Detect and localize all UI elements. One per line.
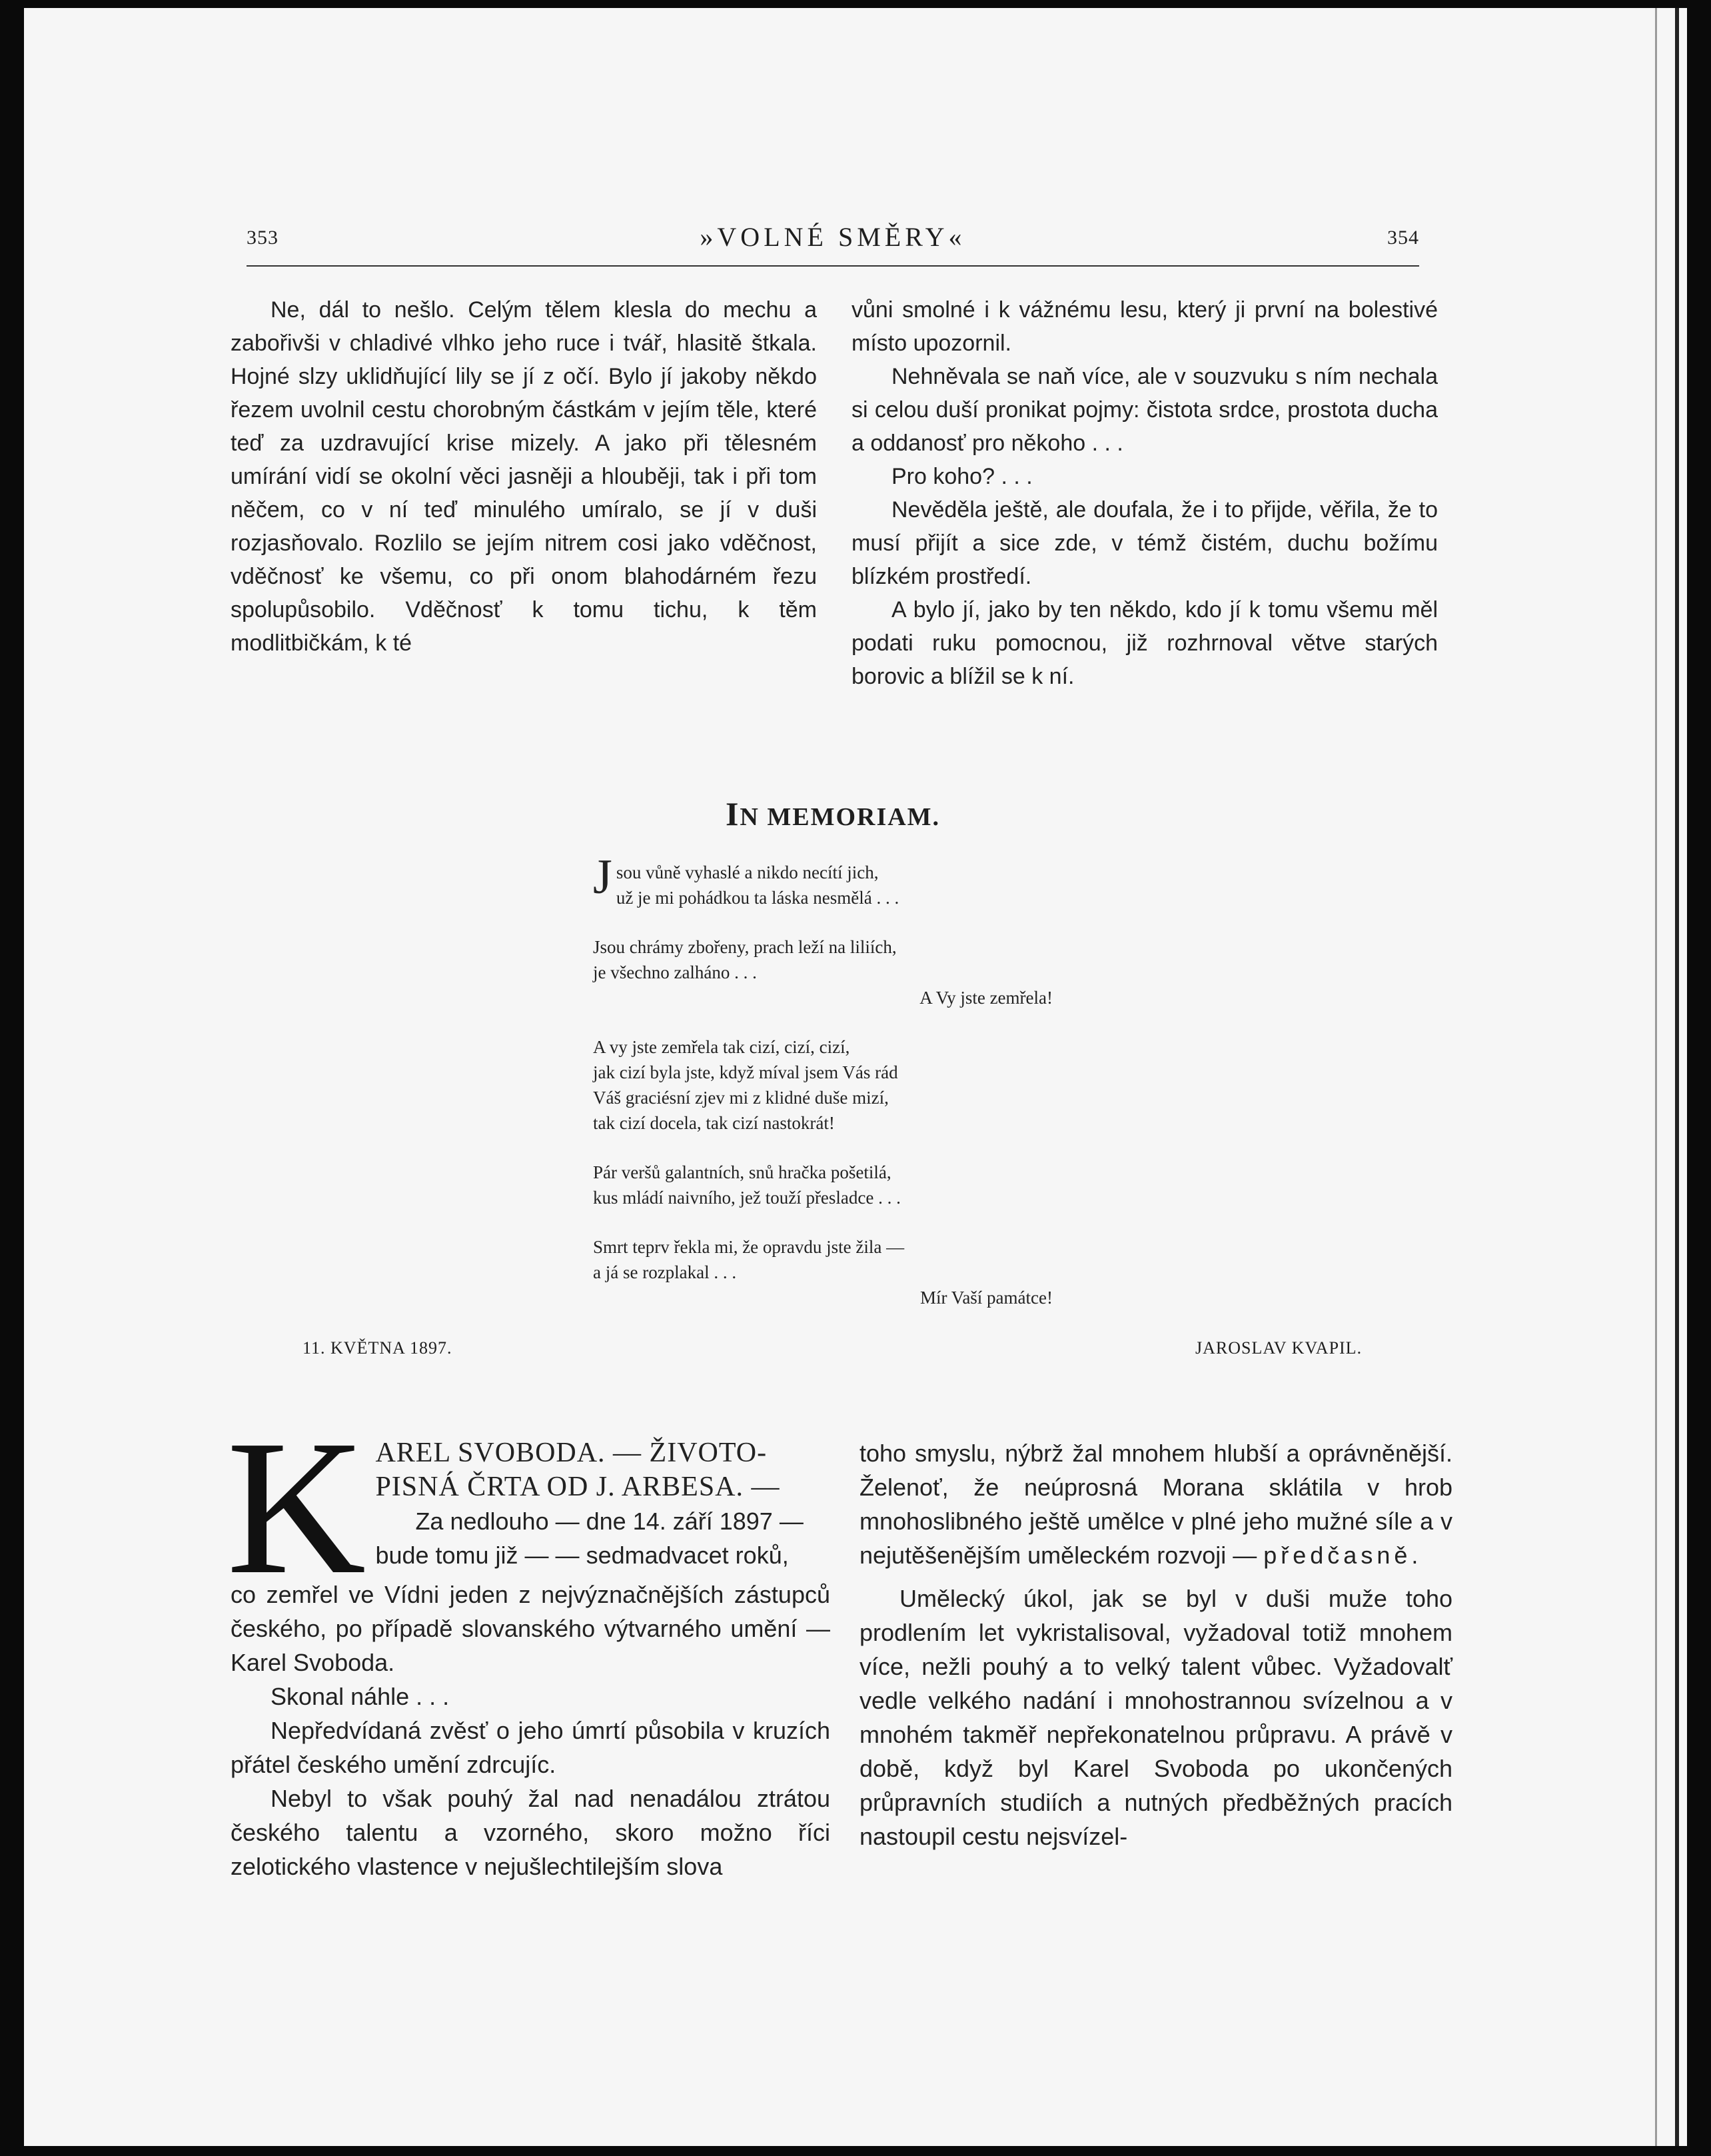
poem-line: Mír Vaší památce! [920, 1288, 1053, 1308]
article-paragraph: Skonal náhle . . . [271, 1683, 450, 1710]
header-rule [247, 265, 1419, 267]
article-column-right [859, 1436, 1452, 1853]
article-emphasis: předčasně. [1263, 1542, 1423, 1569]
story-paragraph: vůni smolné i k vážnému lesu, který ji první na bolestivé místo upozornil. [852, 297, 1438, 356]
article-paragraph: Nepředvídaná zvěsť o jeho úmrtí působila v kruzích přátel českého umění zdrcujíc. [231, 1717, 830, 1778]
article-column-left [227, 1400, 830, 1883]
poem-stanza [593, 850, 1059, 910]
poem-line: jak cizí byla jste, když míval jsem Vás rád [593, 1062, 898, 1082]
story-paragraph: Nehněvala se naň více, ale v souzvuku s ním nechala si celou duší pronikat pojmy: čistota srdce, prostota ducha a oddanosť pro někoho . . . [852, 364, 1438, 456]
poem-stanza [593, 1034, 1059, 1136]
article-drop-initial: K [227, 1400, 366, 1614]
poem-line: Smrt teprv řekla mi, že opravdu jste žila — [593, 1237, 905, 1257]
poem-drop-initial: J [593, 850, 612, 904]
page-number-left: 353 [247, 227, 279, 249]
poem-title-initial: I [725, 795, 740, 832]
poem-line: A Vy jste zemřela! [919, 988, 1053, 1008]
page-edge-shadow [1675, 8, 1679, 2146]
poem-line: sou vůně vyhaslé a nikdo necítí jich, [616, 862, 879, 882]
poem-line: a já se rozplakal . . . [593, 1262, 737, 1282]
poem-stanza [593, 1234, 1059, 1310]
poem-line: tak cizí docela, tak cizí nastokrát! [593, 1113, 835, 1133]
article-line: Za nedlouho — dne 14. září 1897 — [415, 1508, 804, 1535]
article-paragraph [859, 1436, 1452, 1572]
poem-body [593, 850, 1059, 1334]
poem-stanza [593, 1160, 1059, 1210]
article-text: toho smyslu, nýbrž žal mnohem hlubší a oprávněnější. Želenoť, že neúprosná Morana sklátila v hrob mnohoslibného ještě umělce v plné jeho mužné síle a v nejutěšenějším uměleckém rozvoji — [859, 1440, 1452, 1569]
poem-title [600, 794, 1066, 833]
article-line: bude tomu již — — sedmadvacet roků, [375, 1542, 789, 1569]
poem-line: Jsou chrámy zbořeny, prach leží na liliích, [593, 937, 897, 957]
poem-stanza [593, 934, 1059, 1010]
story-paragraph: A bylo jí, jako by ten někdo, kdo jí k tomu všemu měl podati ruku pomocnou, již rozhrnoval větve starých borovic a blížil se k ní. [852, 597, 1438, 689]
poem-author: JAROSLAV KVAPIL. [1195, 1338, 1363, 1358]
article-paragraph: Umělecký úkol, jak se byl v duši muže toho prodlením let vykristalisoval, vyžadoval totiž mnohem více, nežli pouhý a to velký talent vůbec. Vyžadovalť vedle velkého nadání i mnohostrannou svízelnou a v mnohém takměř nepřekonatelnou průpravu. A právě v době, když byl Karel Svoboda po ukončených průpravních studiích a nutných předběžných pracích nastoupil cestu nejsvízel- [859, 1585, 1452, 1850]
story-paragraph: Pro koho? . . . [891, 464, 1033, 489]
story-paragraph: Nevěděla ještě, ale doufala, že i to přijde, věřila, že to musí přijít a sice zde, v témž čistém, duchu božímu blízkém prostředí. [852, 497, 1438, 589]
story-column-right [852, 293, 1438, 693]
poem-line: A vy jste zemřela tak cizí, cizí, cizí, [593, 1037, 850, 1057]
poem-line: je všechno zalháno . . . [593, 962, 757, 982]
poem-title-rest: N MEMORIAM. [740, 803, 941, 831]
poem-date: 11. KVĚTNA 1897. [302, 1338, 452, 1358]
poem-line: kus mládí naivního, jež touží přesladce . . . [593, 1188, 901, 1208]
running-header [247, 221, 1419, 255]
story-paragraph: Ne, dál to nešlo. Celým tělem klesla do mechu a zabořivši v chladivé vlhko jeho ruce i tvář, hlasitě štkala. Hojné slzy uklidňující lily se jí z očí. Bylo jí jakoby někdo řezem uvolnil cestu chorobným částkám v jejím těle, které teď za uzdravující krise mizely. A jako při tělesném umírání vidí se okolní věci jasněji a hlouběji, tak i při tom něčem, co v ní teď minulého umíralo, se jí v duši rozjasňovalo. Rozlilo se jejím nitrem cosi jako vděčnost, vděčnosť ke všemu, co při onom blahodárném řezu spolupůsobilo. Vděčnosť k tomu tichu, k těm modlitbičkám, k té [231, 297, 817, 656]
poem-line: už je mi pohádkou ta láska nesmělá . . . [616, 888, 899, 908]
article-heading-line: PISNÁ ČRTA OD J. ARBESA. — [375, 1472, 780, 1502]
article-paragraph: co zemřel ve Vídni jeden z nejvýznačnějších zástupců českého, po případě slovanského výtvarného umění — Karel Svoboda. [231, 1581, 830, 1676]
poem-line: Pár veršů galantních, snů hračka pošetilá, [593, 1162, 891, 1182]
page-number-right: 354 [1387, 227, 1419, 249]
page-edge-line [1655, 8, 1657, 2146]
article-heading-line: AREL SVOBODA. — ŽIVOTO- [375, 1438, 768, 1468]
paragraph-gap [859, 1572, 1452, 1582]
journal-title: »VOLNÉ SMĚRY« [700, 222, 966, 252]
article-paragraph: Nebyl to však pouhý žal nad nenadálou ztrátou českého talentu a vzorného, skoro možno říci zelotického vlastence v nejušlechtilejším slova [231, 1785, 830, 1880]
story-column-left [231, 293, 817, 660]
poem-line: Váš graciésní zjev mi z klidné duše mizí, [593, 1088, 889, 1108]
